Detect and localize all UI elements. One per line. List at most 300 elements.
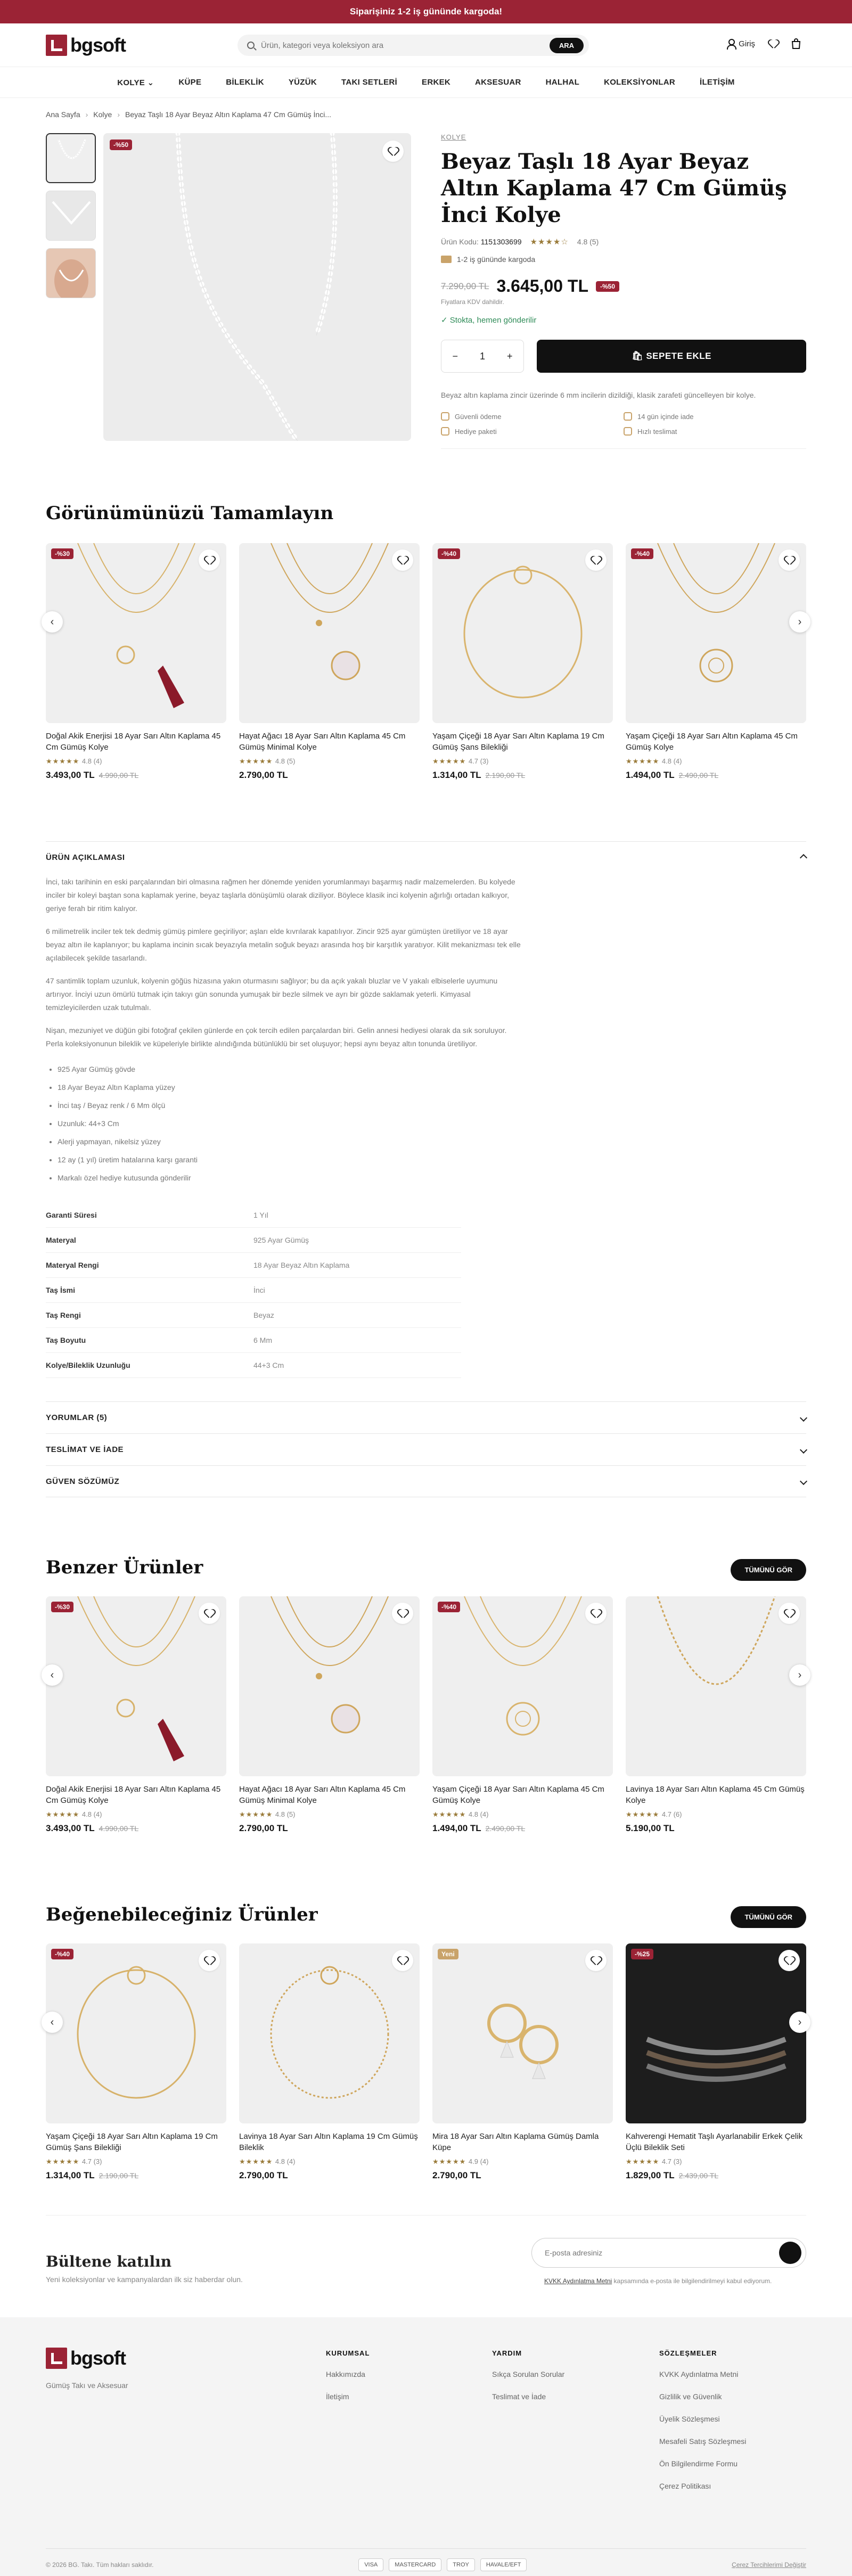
product-name[interactable]: Hayat Ağacı 18 Ayar Sarı Altın Kaplama 45 Cm Gümüş Minimal Kolye — [239, 732, 406, 752]
payment-method-badge: VISA — [358, 2558, 383, 2571]
announcement-bar — [0, 0, 852, 23]
heart-icon — [785, 1957, 793, 1964]
product-main-image[interactable] — [103, 133, 411, 441]
nav-item[interactable]: BİLEKLİK — [226, 78, 264, 87]
newsletter-email-input[interactable] — [545, 2249, 779, 2257]
product-image — [239, 1596, 420, 1776]
thumbnail-list — [46, 133, 96, 306]
carousel-prev-button[interactable]: ‹ — [42, 2012, 63, 2033]
product-image-frame[interactable] — [239, 543, 420, 723]
product-image — [626, 543, 806, 723]
feature-bullets — [58, 1060, 806, 1187]
newsletter-form — [531, 2238, 806, 2268]
kvkk-consent[interactable] — [531, 2276, 806, 2286]
description-accordion-header[interactable] — [46, 841, 806, 873]
rating-value: 4.7 (3) — [81, 2157, 102, 2165]
footer-column-title: SÖZLEŞMELER — [659, 2349, 717, 2357]
login-link[interactable] — [726, 39, 755, 48]
increase-button[interactable]: + — [506, 350, 513, 362]
rating-value: 4.8 (4) — [275, 2157, 296, 2165]
current-price: 2.790,00 TL — [432, 2170, 481, 2180]
feature-item — [624, 427, 806, 436]
product-image-frame[interactable] — [46, 1596, 226, 1776]
product-image-frame[interactable] — [432, 1943, 613, 2123]
heart-icon — [592, 1610, 600, 1617]
thumbnail-3[interactable] — [46, 248, 96, 298]
quantity-value[interactable]: 1 — [479, 350, 485, 362]
product-card[interactable] — [46, 543, 226, 781]
product-name[interactable]: Kahverengi Hematit Taşlı Ayarlanabilir Erkek Çelik Üçlü Bileklik Seti — [626, 2132, 803, 2152]
wishlist-button[interactable] — [392, 1950, 413, 1971]
wishlist-button[interactable] — [585, 549, 607, 571]
rating-stars-icon: ★★★★★ — [432, 1810, 469, 1818]
product-name[interactable]: Yaşam Çiçeği 18 Ayar Sarı Altın Kaplama 19 Cm Gümüş Şans Bilekliği — [46, 2132, 218, 2152]
accordion-title: TESLİMAT VE İADE — [46, 1445, 124, 1454]
current-price: 5.190,00 TL — [626, 1823, 675, 1833]
rating-stars-icon: ★★★★☆ — [530, 237, 569, 247]
spec-value: İnci — [253, 1278, 461, 1303]
rating-value: 4.8 (5) — [275, 757, 296, 765]
newsletter-title: Bültene katılın — [46, 2253, 172, 2270]
breadcrumb-separator-icon: › — [85, 110, 88, 119]
accordion-title: ÜRÜN AÇIKLAMASI — [46, 853, 125, 862]
spec-value: 44+3 Cm — [253, 1353, 461, 1378]
old-price: 7.290,00 TL — [441, 281, 489, 291]
carousel-next-button[interactable]: › — [789, 1664, 810, 1686]
payment-method-badge: MASTERCARD — [389, 2558, 441, 2571]
product-image — [239, 1943, 420, 2123]
product-name[interactable]: Lavinya 18 Ayar Sarı Altın Kaplama 19 Cm Gümüş Bileklik — [239, 2132, 418, 2152]
spec-row — [46, 1228, 461, 1253]
heart-icon — [389, 147, 397, 155]
product-rating — [46, 757, 226, 766]
return-icon — [624, 412, 632, 421]
current-price: 1.314,00 TL — [46, 2170, 95, 2180]
heart-icon — [592, 1957, 600, 1964]
spec-row — [46, 1328, 461, 1353]
search-button[interactable]: ARA — [550, 38, 584, 53]
product-rating — [239, 757, 420, 766]
announcement-text: Siparişiniz 1-2 iş gününde kargoda! — [349, 6, 503, 17]
nav-item[interactable]: YÜZÜK — [288, 78, 317, 87]
current-price: 3.493,00 TL — [46, 770, 95, 780]
footer-link[interactable]: KVKK Aydınlatma Metni — [659, 2370, 739, 2378]
product-rating — [432, 757, 613, 766]
feature-label: Hızlı teslimat — [637, 427, 677, 436]
decrease-button[interactable]: − — [452, 350, 458, 362]
footer-brand — [46, 2347, 128, 2390]
current-price: 1.494,00 TL — [626, 770, 675, 780]
product-image — [46, 1596, 226, 1776]
product-card[interactable] — [626, 1596, 806, 1834]
rating-stars-icon: ★★★★★ — [432, 757, 469, 765]
shipping-info — [441, 255, 806, 264]
product-price — [626, 2170, 806, 2181]
product-image-frame[interactable] — [46, 1943, 226, 2123]
product-image-frame[interactable] — [626, 543, 806, 723]
description-paragraph: Nişan, mezuniyet ve düğün gibi fotoğraf çekilen günlerde en çok tercih edilen parçalardan biri. Gelin annesi hediyesi olarak da sık soruluyor. Perla koleksiyonunun bileklik ve küpeleriyle birlikte alındığında bütünlüklü bir set oluşuyor; hepsi aynı beyaz altın tonunda üretiliyor. — [46, 1026, 507, 1048]
carousel-next-button[interactable]: › — [789, 611, 810, 633]
wishlist-button[interactable] — [382, 141, 404, 162]
footer-link[interactable]: Mesafeli Satış Sözleşmesi — [659, 2437, 747, 2446]
wishlist-button[interactable] — [585, 1603, 607, 1624]
rating-value: 4.8 (4) — [81, 757, 102, 765]
bullet-item: • 12 ay (1 yıl) üretim hatalarına karşı garanti — [58, 1151, 806, 1169]
product-card[interactable] — [46, 1596, 226, 1834]
rating-value[interactable]: 4.8 (5) — [577, 237, 599, 246]
product-price — [46, 770, 226, 781]
wishlist-button[interactable] — [779, 549, 800, 571]
description-paragraph: 6 milimetrelik inciler tek tek dedmiş gümüş pimlere geçiriliyor; aşları elde kıvrılarak kapatılıyor. Zincir 925 ayar gümüşten üretiliyor ve 18 ayar beyaz altın ile kaplanıyor; bu kaplama incinin sıcak beyazıyla metalin soğuk beyazı arasında hoş bir karşıtlık yaratıyor. Kilit mekanizması tek elle açılabilecek şekilde tasarlandı. — [46, 927, 521, 962]
nav-item[interactable]: ERKEK — [422, 78, 451, 87]
product-info — [441, 133, 806, 449]
product-meta — [441, 237, 806, 247]
footer-tagline: Gümüş Takı ve Aksesuar — [46, 2381, 128, 2390]
spec-value: 925 Ayar Gümüş — [253, 1228, 461, 1253]
current-price: 3.493,00 TL — [46, 1823, 95, 1833]
product-code — [441, 237, 522, 246]
feature-item — [441, 427, 624, 436]
chevron-down-icon — [800, 1478, 807, 1485]
product-price — [626, 770, 806, 781]
necklace-image — [47, 134, 96, 183]
heart-icon — [785, 556, 793, 564]
product-image-frame[interactable] — [46, 543, 226, 723]
price-block — [441, 276, 806, 296]
user-icon — [726, 39, 735, 48]
product-short-description: Beyaz altın kaplama zincir üzerinde 6 mm incilerin dizildiği, klasik zarafeti güncelleyen bir kolye. — [441, 391, 756, 399]
product-name[interactable]: Mira 18 Ayar Sarı Altın Kaplama Gümüş Damla Küpe — [432, 2132, 599, 2152]
current-price: 1.314,00 TL — [432, 770, 481, 780]
section-title-recommended: Beğenebileceğiniz Ürünler — [46, 1904, 318, 1925]
necklace-image — [103, 133, 411, 441]
spec-label: Materyal — [46, 1228, 253, 1253]
heart-icon — [205, 556, 214, 564]
wishlist-button[interactable] — [779, 1603, 800, 1624]
discount-badge: -%25 — [631, 1949, 653, 1959]
footer-link[interactable]: Gizlilik ve Güvenlik — [659, 2392, 722, 2401]
footer-link[interactable]: Hakkımızda — [326, 2370, 365, 2378]
product-card[interactable] — [239, 543, 420, 781]
kvkk-text: kapsamında e-posta ile bilgilendirilmeyi kabul ediyorum. — [613, 2277, 772, 2285]
product-card[interactable] — [46, 1943, 226, 2181]
logo-text: bgsoft — [70, 34, 126, 56]
heart-icon — [398, 1610, 407, 1617]
spec-row — [46, 1353, 461, 1378]
model-image — [46, 249, 96, 298]
vat-note: Fiyatlara KDV dahildir. — [441, 298, 504, 306]
current-price: 1.494,00 TL — [432, 1823, 481, 1833]
heart-icon — [398, 556, 407, 564]
thumbnail-1[interactable] — [46, 133, 96, 183]
spec-row — [46, 1303, 461, 1328]
product-image-frame[interactable] — [239, 1943, 420, 2123]
complete-look-carousel — [46, 543, 806, 781]
rating-stars-icon: ★★★★★ — [626, 1810, 662, 1818]
logo-mark-icon — [46, 2348, 67, 2369]
view-all-recommended-button[interactable]: TÜMÜNÜ GÖR — [731, 1906, 806, 1928]
feature-item — [441, 412, 624, 421]
product-price — [239, 1823, 420, 1834]
wishlist-button[interactable] — [392, 549, 413, 571]
footer-bottom — [46, 2548, 806, 2571]
product-card[interactable] — [432, 1596, 613, 1834]
search-bar — [237, 35, 589, 56]
footer-column-help — [492, 2349, 564, 2415]
product-image — [432, 1943, 613, 2123]
truck-icon — [441, 256, 452, 263]
logo[interactable] — [46, 34, 126, 56]
spec-row — [46, 1278, 461, 1303]
footer-link[interactable]: Sıkça Sorulan Sorular — [492, 2370, 565, 2378]
spec-label: Taş Rengi — [46, 1303, 253, 1328]
rating-stars-icon: ★★★★★ — [46, 757, 82, 765]
reviews-accordion-header[interactable] — [46, 1401, 806, 1433]
nav-item[interactable]: AKSESUAR — [475, 78, 521, 87]
description-body — [46, 873, 806, 1378]
carousel-prev-button[interactable]: ‹ — [42, 611, 63, 633]
product-rating — [46, 2157, 226, 2166]
payment-method-badge: TROY — [447, 2558, 475, 2571]
breadcrumb-separator-icon: › — [117, 110, 120, 119]
product-price — [46, 2170, 226, 2181]
breadcrumb-category[interactable]: Kolye — [93, 110, 112, 119]
wishlist-button[interactable] — [392, 1603, 413, 1624]
current-price: 2.790,00 TL — [239, 1823, 288, 1833]
product-image-frame[interactable] — [626, 1596, 806, 1776]
view-all-similar-button[interactable]: TÜMÜNÜ GÖR — [731, 1559, 806, 1581]
spec-value: 18 Ayar Beyaz Altın Kaplama — [253, 1253, 461, 1278]
search-icon — [247, 42, 255, 49]
rating-value: 4.9 (4) — [468, 2157, 489, 2165]
site-header — [0, 23, 852, 67]
rating-value: 4.8 (5) — [275, 1810, 296, 1818]
product-card[interactable] — [239, 1943, 420, 2181]
bullet-item: • Markalı özel hediye kutusunda gönderilir — [58, 1169, 806, 1187]
nav-item[interactable]: TAKI SETLERİ — [341, 78, 398, 87]
feature-label: 14 gün içinde iade — [637, 412, 694, 421]
product-price — [46, 1823, 226, 1834]
product-image — [46, 543, 226, 723]
nav-item[interactable]: KOLEKSİYONLAR — [604, 78, 675, 87]
product-rating — [239, 1810, 420, 1819]
product-price — [626, 1823, 806, 1834]
old-price: 2.490,00 TL — [678, 771, 719, 780]
newsletter-submit-button[interactable] — [779, 2242, 801, 2264]
product-name[interactable]: Yaşam Çiçeği 18 Ayar Sarı Altın Kaplama 45 Cm Gümüş Kolye — [626, 732, 798, 752]
product-rating — [46, 1810, 226, 1819]
rating-stars-icon: ★★★★★ — [239, 757, 275, 765]
spec-label: Taş Boyutu — [46, 1328, 253, 1353]
current-price: 3.645,00 TL — [496, 276, 588, 296]
wishlist-button[interactable] — [199, 1603, 220, 1624]
product-image — [626, 1596, 806, 1776]
product-name[interactable]: Yaşam Çiçeği 18 Ayar Sarı Altın Kaplama 19 Cm Gümüş Şans Bilekliği — [432, 732, 604, 752]
old-price: 2.439,00 TL — [678, 2171, 719, 2180]
spec-row — [46, 1253, 461, 1278]
footer-link[interactable]: Ön Bilgilendirme Formu — [659, 2459, 738, 2468]
discount-badge: -%40 — [51, 1949, 73, 1959]
wishlist-button[interactable] — [585, 1950, 607, 1971]
product-card[interactable] — [239, 1596, 420, 1834]
footer-logo[interactable] — [46, 2347, 128, 2369]
product-image — [432, 543, 613, 723]
rating-value: 4.8 (4) — [468, 1810, 489, 1818]
accordion-title: GÜVEN SÖZÜMÜZ — [46, 1476, 120, 1486]
old-price: 4.990,00 TL — [99, 1824, 139, 1833]
carousel-next-button[interactable]: › — [789, 2012, 810, 2033]
spec-value: 6 Mm — [253, 1328, 461, 1353]
cart-button[interactable] — [791, 38, 801, 49]
copyright: © 2026 BG. Takı. Tüm hakları saklıdır. — [46, 2561, 154, 2569]
product-image-frame[interactable] — [432, 1596, 613, 1776]
rating-value: 4.7 (3) — [468, 757, 489, 765]
truck-icon — [624, 427, 632, 436]
product-price — [432, 770, 613, 781]
rating-value: 4.7 (6) — [661, 1810, 682, 1818]
bullet-item: • 925 Ayar Gümüş gövde — [58, 1060, 806, 1078]
newsletter-section — [46, 2215, 806, 2316]
product-image — [432, 1596, 613, 1776]
product-rating — [432, 1810, 613, 1819]
thumbnail-2[interactable] — [46, 191, 96, 241]
rating-stars-icon: ★★★★★ — [626, 757, 662, 765]
heart-icon — [769, 40, 777, 47]
trust-accordion-header[interactable] — [46, 1465, 806, 1497]
product-card[interactable] — [626, 1943, 806, 2181]
heart-icon — [398, 1957, 407, 1964]
spec-label: Garanti Süresi — [46, 1203, 253, 1228]
product-card[interactable] — [432, 543, 613, 781]
product-category-link[interactable]: KOLYE — [441, 133, 466, 141]
chevron-down-icon — [800, 1446, 807, 1453]
product-name[interactable]: Doğal Akik Enerjisi 18 Ayar Sarı Altın Kaplama 45 Cm Gümüş Kolye — [46, 1785, 221, 1805]
wishlist-button[interactable] — [769, 40, 777, 47]
product-rating — [239, 2157, 420, 2166]
product-name[interactable]: Hayat Ağacı 18 Ayar Sarı Altın Kaplama 45 Cm Gümüş Minimal Kolye — [239, 1785, 406, 1805]
old-price: 2.190,00 TL — [485, 771, 526, 780]
footer-link[interactable]: Üyelik Sözleşmesi — [659, 2415, 720, 2423]
footer-link[interactable]: İletişim — [326, 2392, 349, 2401]
necklace-image — [46, 191, 96, 241]
main-nav — [0, 67, 852, 98]
breadcrumb-home[interactable]: Ana Sayfa — [46, 110, 80, 119]
footer-column-corporate — [326, 2349, 370, 2415]
product-card[interactable] — [626, 543, 806, 781]
add-to-cart-button[interactable]: 🛍 SEPETE EKLE — [537, 340, 806, 373]
old-price: 2.190,00 TL — [99, 2171, 139, 2180]
spec-value: 1 Yıl — [253, 1203, 461, 1228]
product-price — [432, 2170, 613, 2181]
product-name[interactable]: Yaşam Çiçeği 18 Ayar Sarı Altın Kaplama 45 Cm Gümüş Kolye — [432, 1785, 604, 1805]
product-name[interactable]: Doğal Akik Enerjisi 18 Ayar Sarı Altın Kaplama 45 Cm Gümüş Kolye — [46, 732, 221, 752]
spec-table — [46, 1203, 461, 1378]
rating-stars-icon: ★★★★★ — [432, 2157, 469, 2165]
accordion-title: YORUMLAR (5) — [46, 1413, 108, 1422]
product-image — [239, 543, 420, 723]
nav-item[interactable]: KOLYE ⌄ — [117, 78, 154, 87]
footer-link[interactable]: Teslimat ve İade — [492, 2392, 546, 2401]
product-price — [239, 2170, 420, 2181]
product-image-frame[interactable] — [239, 1596, 420, 1776]
delivery-accordion-header[interactable] — [46, 1433, 806, 1465]
description-paragraph: 47 santimlik toplam uzunluk, kolyenin göğüs hizasına yakın oturmasını sağlıyor; bu da açık yakalı bluzlar ve V yakalı elbiselerle uyumunu artırıyor. İnciyi uzun ömürlü tutmak için takıyı gün sonunda yumuşak bir bezle silmek ve ayrı bir gözde saklamak yeterli. Kimyasal temizleyicilerden uzak tutulmalı. — [46, 977, 498, 1012]
rating-value: 4.7 (3) — [661, 2157, 682, 2165]
chevron-up-icon — [800, 854, 807, 861]
wishlist-button[interactable] — [779, 1950, 800, 1971]
breadcrumb — [46, 110, 331, 119]
product-image-frame[interactable] — [432, 543, 613, 723]
header-actions — [726, 38, 801, 49]
feature-list — [441, 412, 806, 449]
discount-badge: -%40 — [631, 548, 653, 559]
wishlist-button[interactable] — [199, 549, 220, 571]
heart-icon — [785, 1610, 793, 1617]
product-name[interactable]: Lavinya 18 Ayar Sarı Altın Kaplama 45 Cm Gümüş Kolye — [626, 1785, 805, 1805]
rating-stars-icon: ★★★★★ — [239, 2157, 275, 2165]
rating-stars-icon: ★★★★★ — [626, 2157, 662, 2165]
breadcrumb-current: Beyaz Taşlı 18 Ayar Beyaz Altın Kaplama 47 Cm Gümüş İnci... — [125, 110, 331, 119]
section-title-similar: Benzer Ürünler — [46, 1557, 203, 1578]
newsletter-subtitle: Yeni koleksiyonlar ve kampanyalardan ilk siz haberdar olun. — [46, 2275, 243, 2284]
bullet-item: • İnci taş / Beyaz renk / 6 Mm ölçü — [58, 1096, 806, 1114]
product-rating — [626, 1810, 806, 1819]
wishlist-button[interactable] — [199, 1950, 220, 1971]
footer-column-title: KURUMSAL — [326, 2349, 370, 2357]
discount-badge: -%30 — [51, 548, 73, 559]
search-input[interactable] — [261, 41, 550, 50]
product-rating — [432, 2157, 613, 2166]
product-code-value: 1151303699 — [480, 237, 522, 246]
footer-column-title: YARDIM — [492, 2349, 522, 2357]
bullet-item: • 18 Ayar Beyaz Altın Kaplama yüzey — [58, 1078, 806, 1096]
gift-icon — [441, 427, 449, 436]
nav-item[interactable]: İLETİŞİM — [699, 78, 735, 87]
discount-badge: -%50 — [596, 281, 619, 292]
bullet-item: • Alerji yapmayan, nikelsiz yüzey — [58, 1133, 806, 1151]
product-rating — [626, 2157, 806, 2166]
old-price: 2.490,00 TL — [485, 1824, 526, 1833]
payment-method-badge: HAVALE/EFT — [480, 2558, 527, 2571]
similar-carousel — [46, 1596, 806, 1834]
description-paragraph: İnci, takı tarihinin en eski parçalarından biri olmasına rağmen her dönemde yeniden yorumlanmayı başarmış nadir malzemelerden. Bu kolyede inciler bir koleyi baştan sona kaplamak yerine, beyaz taşlarla dönüşümlü olarak diziliyor. Böylece klasik inci kolyenin ağırlığı ortadan kalkıyor, geriye ferah bir ritim kalıyor. — [46, 877, 515, 913]
discount-badge: -%30 — [51, 1602, 73, 1612]
feature-label: Güvenli ödeme — [455, 412, 502, 421]
cookie-preferences-link[interactable]: Çerez Tercihlerimi Değiştir — [732, 2561, 806, 2569]
product-price — [239, 770, 420, 781]
add-to-cart-label: SEPETE EKLE — [646, 351, 711, 361]
login-label: Giriş — [739, 39, 755, 48]
product-image-frame[interactable] — [626, 1943, 806, 2123]
feature-item — [624, 412, 806, 421]
carousel-prev-button[interactable]: ‹ — [42, 1664, 63, 1686]
chevron-down-icon — [800, 1414, 807, 1421]
kvkk-link[interactable]: KVKK Aydınlatma Metni — [544, 2277, 612, 2285]
footer-link[interactable]: Çerez Politikası — [659, 2482, 711, 2490]
discount-badge: Yeni — [438, 1949, 458, 1959]
spec-label: Kolye/Bileklik Uzunluğu — [46, 1353, 253, 1378]
accordion-list — [46, 1401, 806, 1497]
discount-badge: -%40 — [438, 1602, 460, 1612]
rating-stars-icon: ★★★★★ — [46, 2157, 82, 2165]
nav-item[interactable]: HALHAL — [545, 78, 580, 87]
payment-methods — [358, 2558, 527, 2571]
site-footer — [0, 2317, 852, 2576]
heart-icon — [205, 1957, 214, 1964]
shipping-text: 1-2 iş gününde kargoda — [457, 255, 536, 264]
product-card[interactable] — [432, 1943, 613, 2181]
nav-item[interactable]: KÜPE — [178, 78, 202, 87]
